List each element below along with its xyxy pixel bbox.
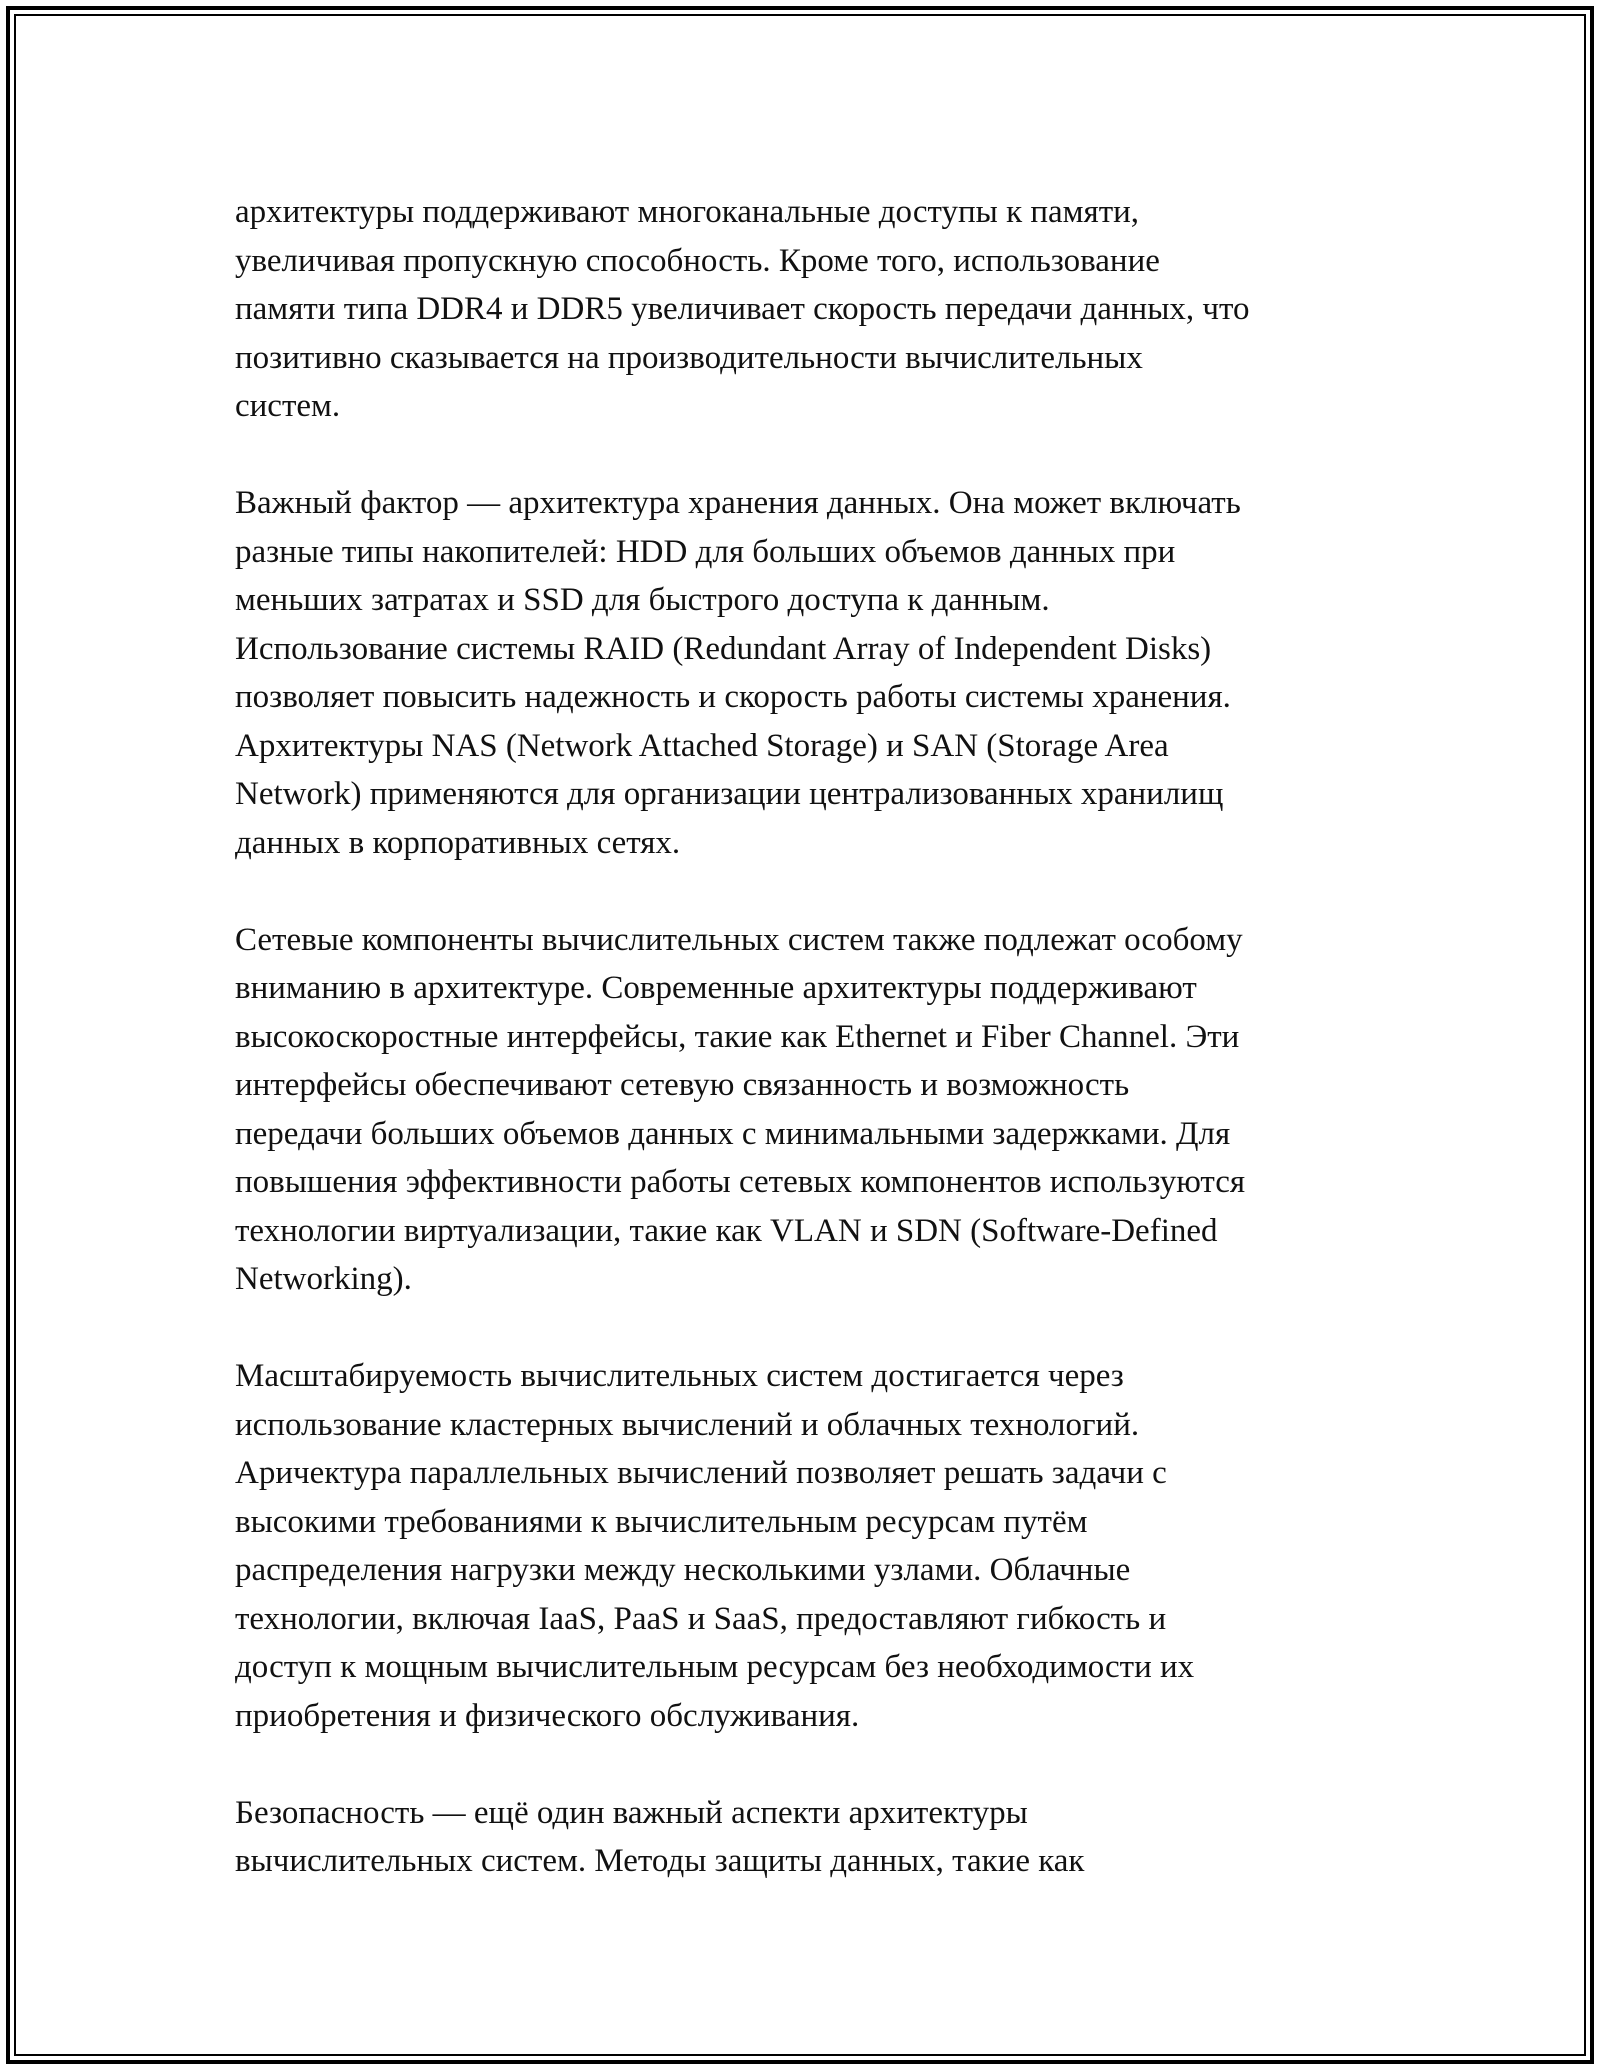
text-line: высокими требованиями к вычислительным ресурсам путём xyxy=(235,1503,1088,1540)
text-line: Масштабируемость вычислительных систем достигается через xyxy=(235,1358,1124,1394)
paragraph-storage xyxy=(235,479,1365,867)
text-line: технологии, включая IaaS, PaaS и SaaS, предоставляют гибкость и xyxy=(235,1600,1167,1637)
text-line: Безопасность — ещё один важный аспекти архитектуры xyxy=(235,1794,1028,1831)
paragraph-security xyxy=(235,1789,1365,1886)
text-line: вниманию в архитектуре. Современные архитектуры поддерживают xyxy=(235,970,1197,1006)
text-line: Использование системы RAID (Redundant Array of Independent Disks) xyxy=(235,630,1212,667)
document-body xyxy=(235,188,1365,1934)
text-line: доступ к мощным вычислительным ресурсам без необходимости их xyxy=(235,1649,1195,1685)
text-line: повышения эффективности работы сетевых компонентов используются xyxy=(235,1164,1246,1200)
paragraph-network xyxy=(235,916,1365,1304)
text-line: использование кластерных вычислений и облачных технологий. xyxy=(235,1406,1140,1443)
text-line: передачи больших объемов данных с минимальными задержками. Для xyxy=(235,1115,1231,1152)
text-line: позволяет повысить надежность и скорость работы системы хранения. xyxy=(235,679,1231,715)
text-line: вычислительных систем. Методы защиты данных, такие как xyxy=(235,1843,1085,1879)
paragraph-memory xyxy=(235,188,1365,431)
text-line: позитивно сказывается на производительности вычислительных xyxy=(235,339,1143,376)
text-line: распределения нагрузки между несколькими узлами. Облачные xyxy=(235,1552,1131,1588)
text-line: Аричектура параллельных вычислений позволяет решать задачи с xyxy=(235,1455,1167,1491)
text-line: меньших затратах и SSD для быстрого доступа к данным. xyxy=(235,582,1050,618)
text-line: разные типы накопителей: HDD для больших объемов данных при xyxy=(235,533,1176,570)
text-line: Сетевые компоненты вычислительных систем также подлежат особому xyxy=(235,921,1243,958)
text-line: архитектуры поддерживают многоканальные доступы к памяти, xyxy=(235,194,1140,230)
text-line: памяти типа DDR4 и DDR5 увеличивает скорость передачи данных, что xyxy=(235,291,1250,327)
text-line: технологии виртуализации, такие как VLAN и SDN (Software-Defined xyxy=(235,1212,1218,1249)
text-line: Network) применяются для организации централизованных хранилищ xyxy=(235,776,1224,812)
text-line: высокоскоростные интерфейсы, такие как Ethernet и Fiber Channel. Эти xyxy=(235,1018,1240,1055)
text-line: Архитектуры NAS (Network Attached Storage) и SAN (Storage Area xyxy=(235,727,1169,764)
text-line: Networking). xyxy=(235,1261,412,1297)
text-line: интерфейсы обеспечивают сетевую связанность и возможность xyxy=(235,1067,1130,1103)
text-line: Важный фактор — архитектура хранения данных. Она может включать xyxy=(235,485,1241,521)
paragraph-scalability xyxy=(235,1352,1365,1740)
text-line: приобретения и физического обслуживания. xyxy=(235,1697,860,1734)
text-line: систем. xyxy=(235,388,341,424)
text-line: увеличивая пропускную способность. Кроме того, использование xyxy=(235,242,1160,279)
text-line: данных в корпоративных сетях. xyxy=(235,824,681,861)
